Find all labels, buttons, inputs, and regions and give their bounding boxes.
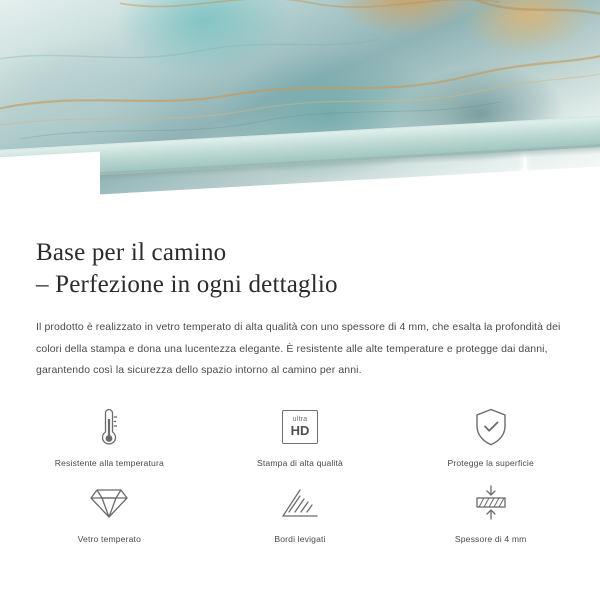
feature-label: Stampa di alta qualità <box>257 457 343 468</box>
feature-item-temperature <box>14 404 205 468</box>
ultra-hd-icon <box>282 404 318 450</box>
feature-label: Bordi levigati <box>274 533 326 544</box>
shield-check-icon <box>474 404 508 450</box>
thermometer-icon <box>98 404 120 450</box>
feature-item-print-quality <box>205 404 396 468</box>
feature-label: Resistente alla temperatura <box>54 457 164 468</box>
feature-item-polished-edges <box>205 480 396 544</box>
ultra-hd-badge-main: HD <box>290 423 310 439</box>
hero-bottom-mask <box>0 152 100 215</box>
description-paragraph: Il prodotto è realizzato in vetro temperato di alta qualità con uno spessore di 4 mm, che esalta la profondità dei colori della stampa e dona una lucentezza elegante. È resistente alle alte temperature e protegge dai danni, garantendo così la sicurezza dello spazio intorno al camino per anni. <box>36 321 561 377</box>
feature-label: Vetro temperato <box>77 533 142 544</box>
page-title-line-1: Base per il camino <box>36 239 227 266</box>
diamond-icon <box>90 480 128 526</box>
feature-item-tempered-glass <box>14 480 205 544</box>
ultra-hd-badge-top: ultra <box>292 416 308 424</box>
thickness-icon <box>471 480 511 526</box>
page-title-line-2: – Perfezione in ogni dettaglio <box>36 271 338 298</box>
page-title <box>36 237 600 301</box>
sparkle-icon <box>492 182 506 196</box>
feature-label: Spessore di 4 mm <box>454 533 527 544</box>
hero-image <box>0 0 600 215</box>
feature-item-thickness <box>395 480 586 544</box>
feature-item-surface-protection <box>395 404 586 468</box>
feature-grid <box>14 404 586 544</box>
polished-edges-icon <box>280 480 320 526</box>
sparkle-icon <box>534 176 556 198</box>
feature-label: Protegge la superficie <box>447 457 534 468</box>
